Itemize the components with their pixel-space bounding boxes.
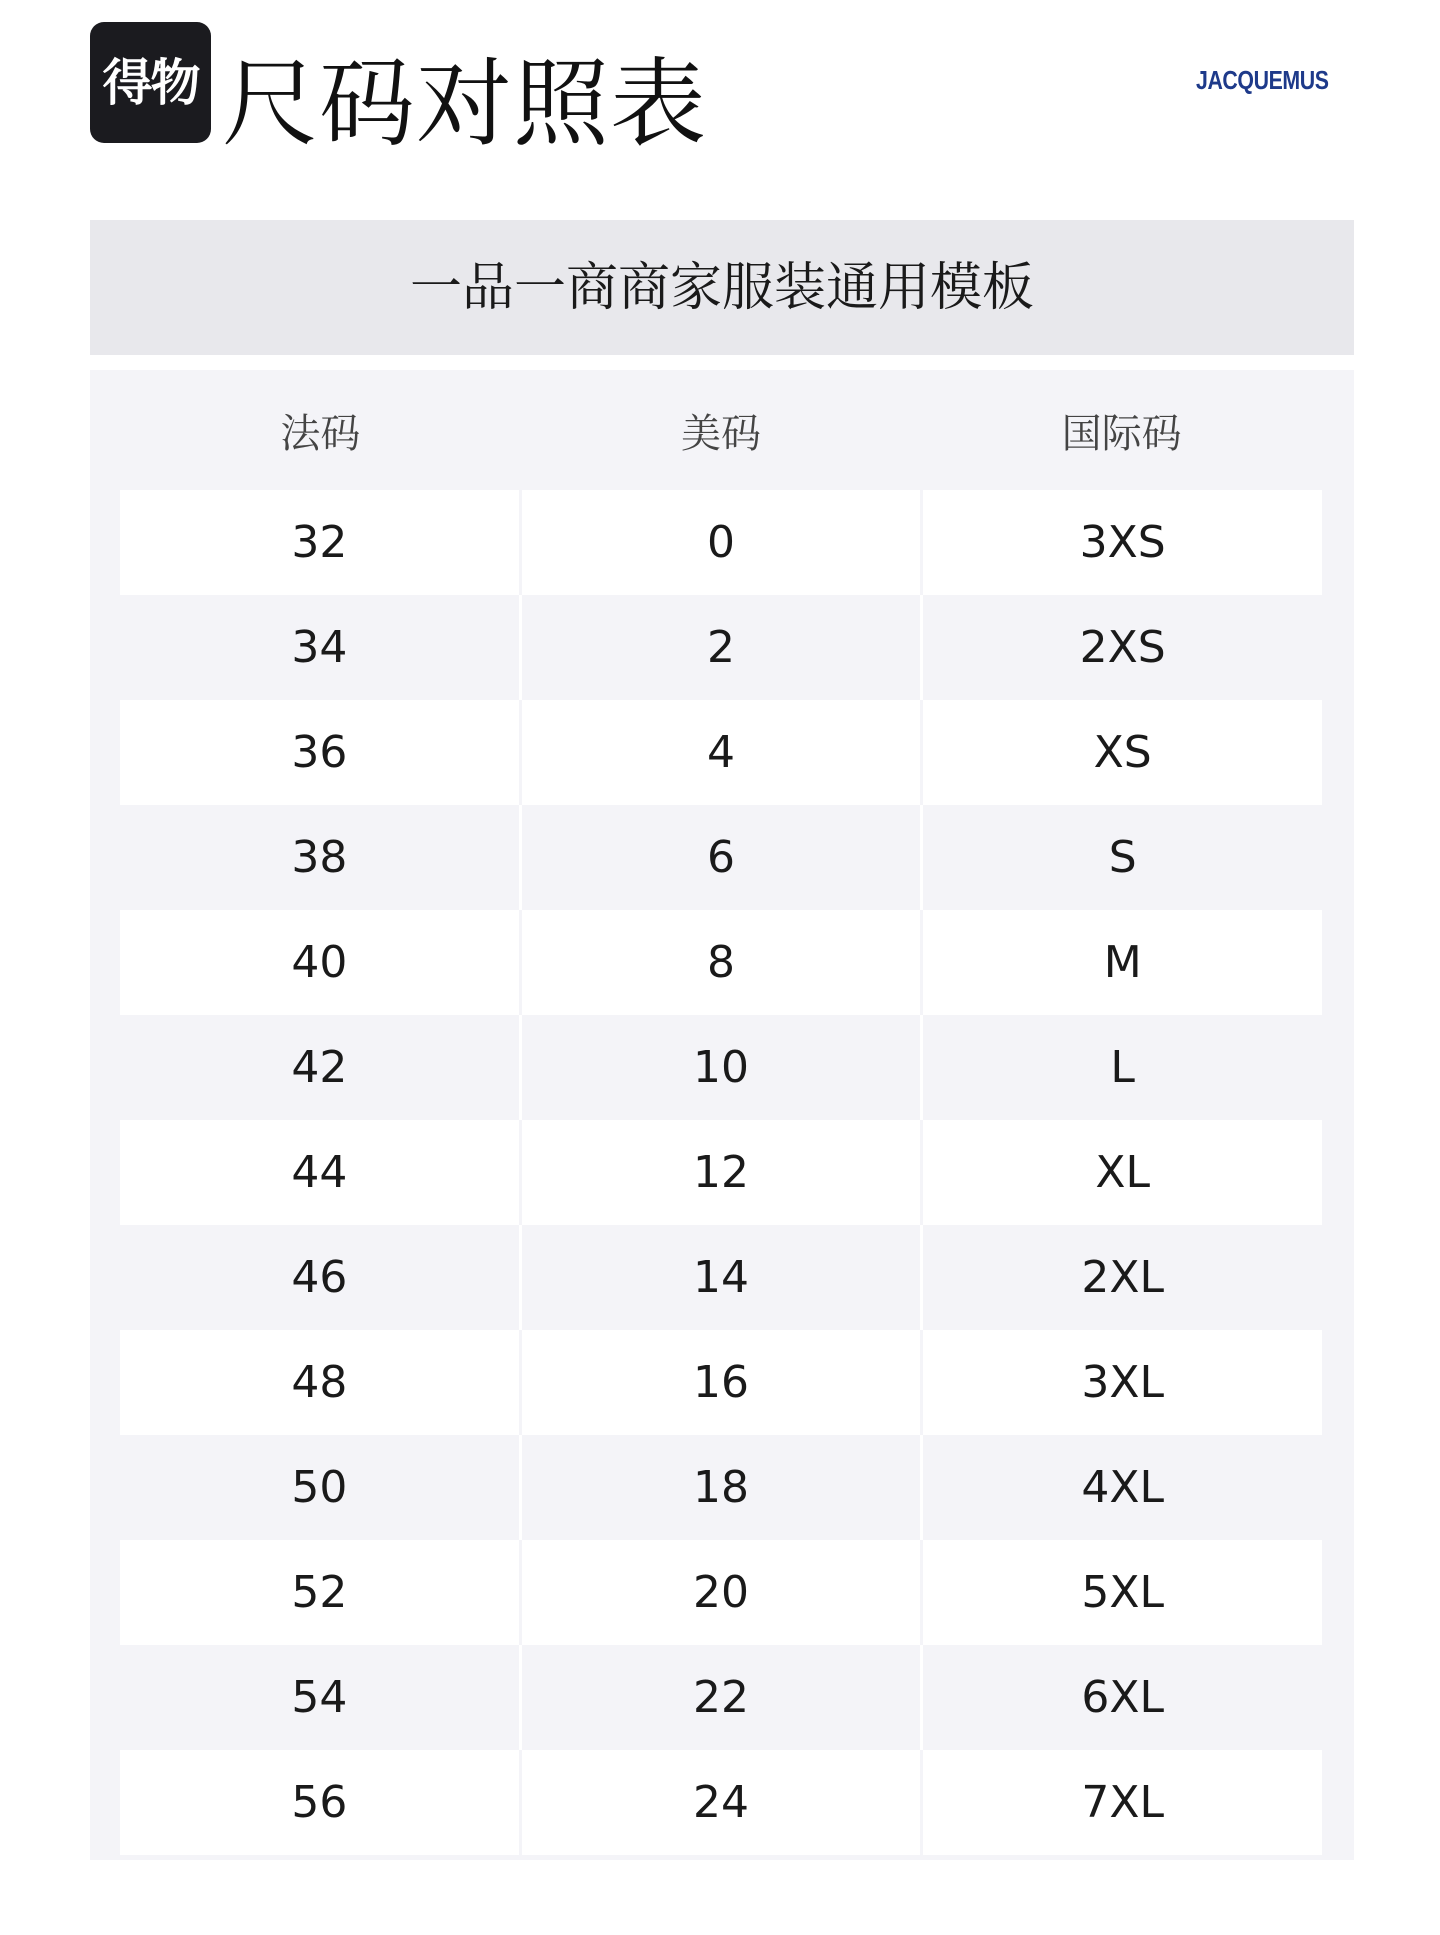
brand-logo: JACQUEMUS xyxy=(1196,65,1329,95)
cell-fr-size: 40 xyxy=(120,910,519,1015)
cell-fr-size: 44 xyxy=(120,1120,519,1225)
table-header-row xyxy=(120,370,1322,490)
cell-fr-size: 46 xyxy=(120,1225,519,1330)
table-row xyxy=(120,1015,1322,1120)
cell-fr-size: 38 xyxy=(120,805,519,910)
cell-us-size: 8 xyxy=(519,910,921,1015)
cell-intl-size: 5XL xyxy=(920,1540,1322,1645)
cell-intl-size: L xyxy=(920,1015,1322,1120)
table-row xyxy=(120,1120,1322,1225)
cell-intl-size: 6XL xyxy=(920,1645,1322,1750)
cell-fr-size: 32 xyxy=(120,490,519,595)
table-row xyxy=(120,1330,1322,1435)
table-row xyxy=(120,1225,1322,1330)
cell-fr-size: 56 xyxy=(120,1750,519,1855)
cell-intl-size: 4XL xyxy=(920,1435,1322,1540)
cell-us-size: 24 xyxy=(519,1750,921,1855)
dewu-logo xyxy=(90,22,211,143)
cell-us-size: 2 xyxy=(519,595,921,700)
cell-us-size: 4 xyxy=(519,700,921,805)
cell-us-size: 6 xyxy=(519,805,921,910)
cell-us-size: 0 xyxy=(519,490,921,595)
column-header-fr: 法码 xyxy=(280,410,361,457)
table-body xyxy=(120,490,1322,1855)
cell-fr-size: 52 xyxy=(120,1540,519,1645)
cell-intl-size: M xyxy=(920,910,1322,1015)
cell-fr-size: 34 xyxy=(120,595,519,700)
column-header-intl: 国际码 xyxy=(1061,410,1182,457)
column-header-us: 美码 xyxy=(681,410,761,457)
banner-text: 一品一商商家服装通用模板 xyxy=(409,257,1034,318)
cell-us-size: 18 xyxy=(519,1435,921,1540)
table-row xyxy=(120,1435,1322,1540)
cell-us-size: 16 xyxy=(519,1330,921,1435)
cell-intl-size: XL xyxy=(920,1120,1322,1225)
cell-us-size: 12 xyxy=(519,1120,921,1225)
cell-us-size: 20 xyxy=(519,1540,921,1645)
cell-us-size: 14 xyxy=(519,1225,921,1330)
logo-text: 得物 xyxy=(102,53,199,112)
template-banner xyxy=(90,220,1354,355)
cell-intl-size: 7XL xyxy=(920,1750,1322,1855)
cell-intl-size: XS xyxy=(920,700,1322,805)
cell-intl-size: 2XL xyxy=(920,1225,1322,1330)
table-row xyxy=(120,595,1322,700)
table-row xyxy=(120,805,1322,910)
cell-us-size: 10 xyxy=(519,1015,921,1120)
table-row xyxy=(120,700,1322,805)
cell-fr-size: 48 xyxy=(120,1330,519,1435)
cell-fr-size: 36 xyxy=(120,700,519,805)
table-row xyxy=(120,1645,1322,1750)
table-row xyxy=(120,1750,1322,1855)
cell-intl-size: 3XS xyxy=(920,490,1322,595)
cell-intl-size: 2XS xyxy=(920,595,1322,700)
table-row xyxy=(120,490,1322,595)
cell-us-size: 22 xyxy=(519,1645,921,1750)
cell-fr-size: 50 xyxy=(120,1435,519,1540)
page-title: 尺码对照表 xyxy=(222,48,707,160)
table-row xyxy=(120,1540,1322,1645)
cell-intl-size: S xyxy=(920,805,1322,910)
cell-fr-size: 54 xyxy=(120,1645,519,1750)
table-row xyxy=(120,910,1322,1015)
size-table xyxy=(90,370,1354,1860)
cell-intl-size: 3XL xyxy=(920,1330,1322,1435)
cell-fr-size: 42 xyxy=(120,1015,519,1120)
